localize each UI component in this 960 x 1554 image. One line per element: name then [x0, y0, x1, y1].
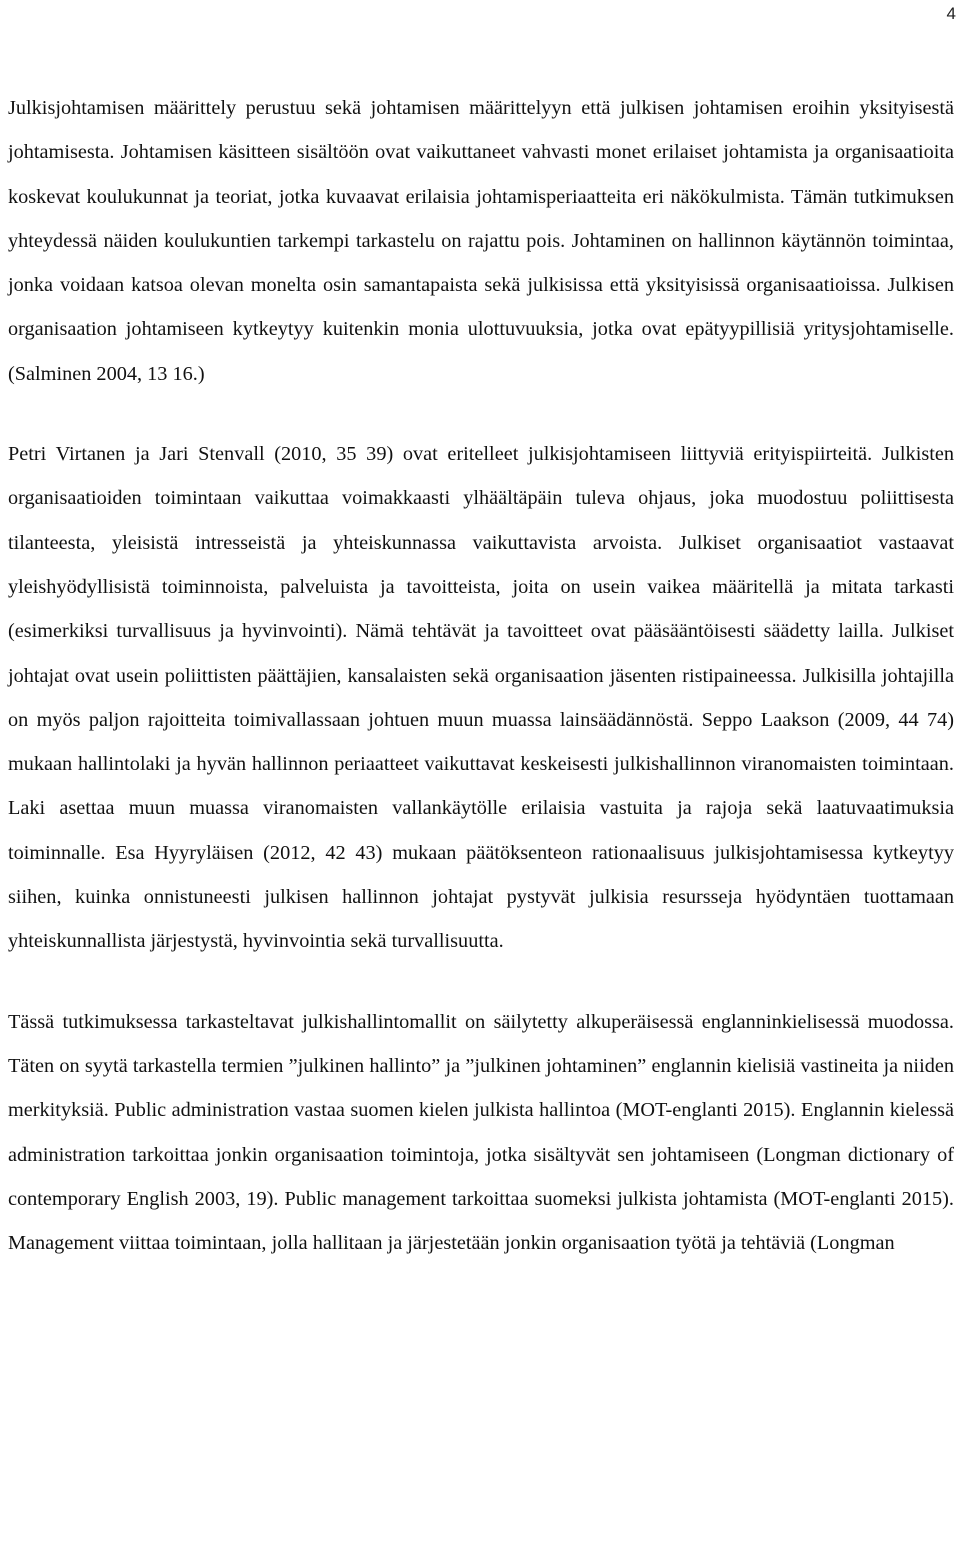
document-body [8, 86, 954, 1265]
paragraph-english-terminology: Tässä tutkimuksessa tarkasteltavat julkishallintomallit on säilytetty alkuperäisessä englanninkielisessä muodossa. Täten on syytä tarkastella termien ”julkinen hallinto” ja ”julkinen johtaminen” englannin kielisiä vastineita ja niiden merkityksiä. Public administration vastaa suomen kielen julkista hallintoa (MOT-englanti 2015). Englannin kielessä administration tarkoittaa jonkin organisaation toimintoja, jotka sisältyvät sen johtamiseen (Longman dictionary of contemporary English 2003, 19). Public management tarkoittaa suomeksi julkista johtamista (MOT-englanti 2015). Management viittaa toimintaan, jolla hallitaan ja järjestetään jonkin organisaation työtä ja tehtäviä (Longman [8, 1010, 954, 1255]
paragraph-public-management-definition: Julkisjohtamisen määrittely perustuu sekä johtamisen määrittelyyn että julkisen johtamisen eroihin yksityisestä johtamisesta. Johtamisen käsitteen sisältöön ovat vaikuttaneet vahvasti monet erilaiset johtamista ja organisaatioita koskevat koulukunnat ja teoriat, jotka kuvaavat erilaisia johtamisperiaatteita eri näkökulmista. Tämän tutkimuksen yhteydessä näiden koulukuntien tarkempi tarkastelu on rajattu pois. Johtaminen on hallinnon käytännön toimintaa, jonka voidaan katsoa olevan monelta osin samantapaista sekä julkisissa että yksityisissä organisaatioissa. Julkisen organisaation johtamiseen kytkeytyy kuitenkin monia ulottuvuuksia, jotka ovat epätyypillisiä yritysjohtamiselle. (Salminen 2004, 13 16.) [8, 97, 954, 385]
page-number: 4 [946, 4, 956, 23]
paragraph-public-management-characteristics: Petri Virtanen ja Jari Stenvall (2010, 35 39) ovat eritelleet julkisjohtamiseen liittyviä erityispiirteitä. Julkisten organisaatioiden toimintaan vaikuttaa voimakkaasti ylhäältäpäin tuleva ohjaus, joka muodostuu poliittisesta tilanteesta, yleisistä intresseistä ja yhteiskunnassa vaikuttavista arvoista. Julkiset organisaatiot vastaavat yleishyödyllisistä toiminnoista, palveluista ja tavoitteista, joita on usein vaikea määritellä ja mitata tarkasti (esimerkiksi turvallisuus ja hyvinvointi). Nämä tehtävät ja tavoitteet ovat pääsääntöisesti säädetty lailla. Julkiset johtajat ovat usein poliittisten päättäjien, kansalaisten sekä organisaation jäsenten ristipaineessa. Julkisilla johtajilla on myös paljon rajoitteita toimivallassaan johtuen muun muassa lainsäädännöstä. Seppo Laakson (2009, 44 74) mukaan hallintolaki ja hyvän hallinnon periaatteet vaikuttavat keskeisesti julkishallinnon viranomaisten toimintaan. Laki asettaa muun muassa viranomaisten vallankäytölle erilaisia vastuita ja rajoja sekä laatuvaatimuksia toiminnalle. Esa Hyyryläisen (2012, 42 43) mukaan päätöksenteon rationaalisuus julkisjohtamisessa kytkeytyy siihen, kuinka onnistuneesti julkisen hallinnon johtajat pystyvät julkisia resursseja hyödyntäen tuottamaan yhteiskunnallista järjestystä, hyvinvointia sekä turvallisuutta. [8, 443, 954, 953]
